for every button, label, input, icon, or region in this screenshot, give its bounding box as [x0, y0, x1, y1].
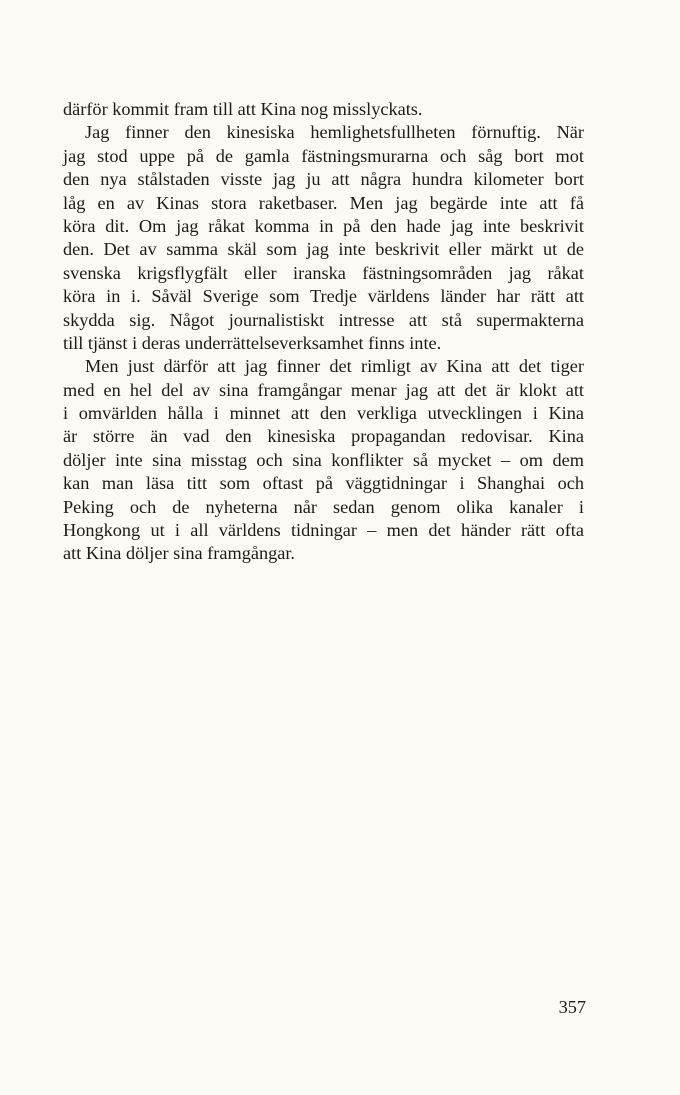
paragraph: [63, 121, 584, 355]
text-line: den. Det av samma skäl som jag inte beskrivit eller märkt ut de: [63, 239, 584, 260]
text-line: den nya stålstaden visste jag ju att några hundra kilometer bort: [63, 169, 584, 190]
text-line: köra dit. Om jag råkat komma in på den hade jag inte beskrivit: [63, 215, 584, 236]
text-line: kan man läsa titt som oftast på väggtidningar i Shanghai och: [63, 473, 584, 494]
text-line: Jag finner den kinesiska hemlighetsfullheten förnuftig. När: [85, 122, 584, 143]
text-line: döljer inte sina misstag och sina konflikter så mycket – om dem: [63, 449, 584, 470]
text-line: jag stod uppe på de gamla fästningsmurarna och såg bort mot: [63, 145, 584, 166]
text-line: skydda sig. Något journalistiskt intresse att stå supermakterna: [63, 309, 584, 330]
body-text: [63, 98, 584, 566]
text-line: till tjänst i deras underrättelseverksamhet finns inte.: [63, 332, 442, 353]
paragraph: [63, 355, 584, 566]
text-line: Hongkong ut i all världens tidningar – men det händer rätt ofta: [63, 520, 584, 541]
text-line: låg en av Kinas stora raketbaser. Men jag begärde inte att få: [63, 192, 584, 213]
text-line: Peking och de nyheterna når sedan genom olika kanaler i: [63, 496, 584, 517]
text-line: Men just därför att jag finner det rimligt av Kina att det tiger: [85, 356, 584, 377]
text-line: därför kommit fram till att Kina nog misslyckats.: [63, 99, 423, 119]
text-line: köra in i. Såväl Sverige som Tredje världens länder har rätt att: [63, 286, 584, 307]
text-line: med en hel del av sina framgångar menar jag att det är klokt att: [63, 379, 584, 400]
text-line: i omvärlden hålla i minnet att den verkliga utvecklingen i Kina: [63, 403, 584, 424]
text-line: svenska krigsflygfält eller iranska fästningsområden jag råkat: [63, 262, 584, 283]
paragraph: [63, 98, 584, 121]
text-line: är större än vad den kinesiska propagandan redovisar. Kina: [63, 426, 584, 447]
page-number: 357: [558, 997, 586, 1017]
text-line: att Kina döljer sina framgångar.: [63, 543, 295, 564]
